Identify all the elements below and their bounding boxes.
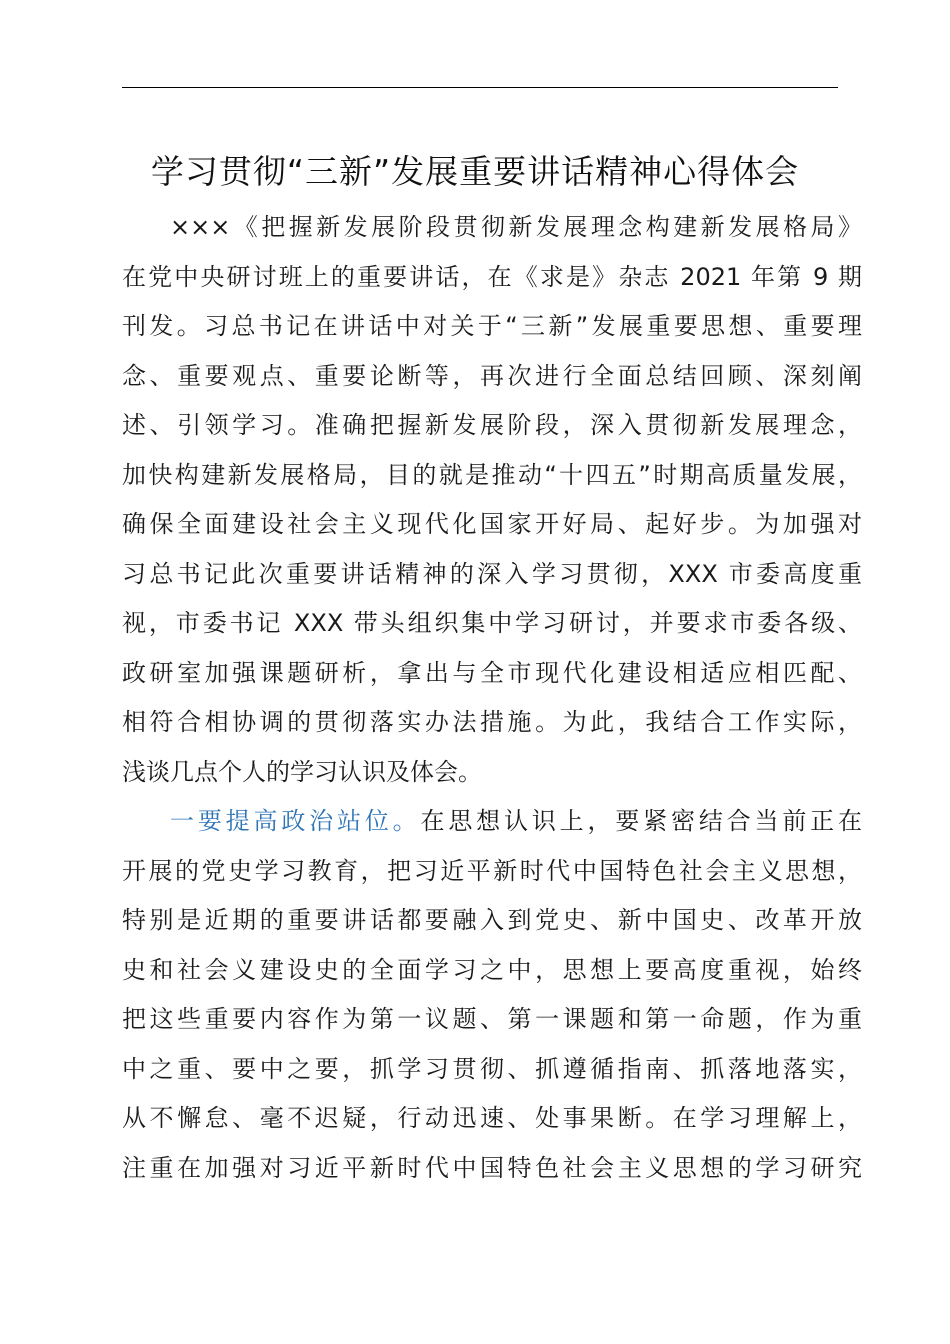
text-line: 加快构建新发展格局，目的就是推动“十四五”时期高质量发展， — [122, 460, 862, 489]
paragraph-intro — [122, 203, 862, 797]
text-line: 述、引领学习。准确把握新发展阶段，深入贯彻新发展理念， — [122, 411, 862, 439]
text-line: 史和社会义建设史的全面学习之中，思想上要高度重视，始终 — [122, 955, 862, 984]
text-run: 在思想认识上，要紧密结合当前正在 — [420, 807, 862, 835]
text-line: 把这些重要内容作为第一议题、第一课题和第一命题，作为重 — [122, 1005, 862, 1033]
text-line: 中之重、要中之要，抓学习贯彻、抓遵循指南、抓落地落实， — [122, 1054, 862, 1083]
document-title: 学习贯彻“三新”发展重要讲话精神心得体会 — [150, 152, 800, 191]
text-line: 从不懈怠、毫不迟疑，行动迅速、处事果断。在学习理解上， — [122, 1104, 862, 1132]
text-line: 确保全面建设社会主义现代化国家开好局、起好步。为加强对 — [122, 510, 862, 538]
text-line: 相符合相协调的贯彻落实办法措施。为此，我结合工作实际， — [122, 708, 862, 736]
text-line: 刊发。习总书记在讲话中对关于“三新”发展重要思想、重要理 — [122, 312, 862, 340]
text-line: ×××《把握新发展阶段贯彻新发展理念构建新发展格局》 — [170, 213, 862, 241]
text-line: 政研室加强课题研析，拿出与全市现代化建设相适应相匹配、 — [122, 658, 862, 687]
text-line: 在党中央研讨班上的重要讲话，在《求是》杂志 2021 年第 9 期 — [122, 262, 862, 291]
text-line: 习总书记此次重要讲话精神的深入学习贯彻，XXX 市委高度重 — [122, 559, 862, 588]
text-line: 视，市委书记 XXX 带头组织集中学习研讨，并要求市委各级、 — [122, 609, 862, 637]
paragraph-political-stance — [122, 797, 862, 1193]
section-heading: 一要提高政治站位。 — [170, 807, 421, 835]
text-line: 特别是近期的重要讲话都要融入到党史、新中国史、改革开放 — [122, 906, 862, 934]
text-line: 浅谈几点个人的学习认识及体会。 — [122, 757, 482, 786]
text-line: 开展的党史学习教育，把习近平新时代中国特色社会主义思想， — [122, 856, 862, 885]
text-line — [122, 797, 862, 847]
text-line: 念、重要观点、重要论断等，再次进行全面总结回顾、深刻阐 — [122, 361, 862, 390]
text-line: 注重在加强对习近平新时代中国特色社会主义思想的学习研究 — [122, 1153, 862, 1182]
document-body — [122, 203, 862, 1193]
header-rule — [122, 87, 838, 88]
